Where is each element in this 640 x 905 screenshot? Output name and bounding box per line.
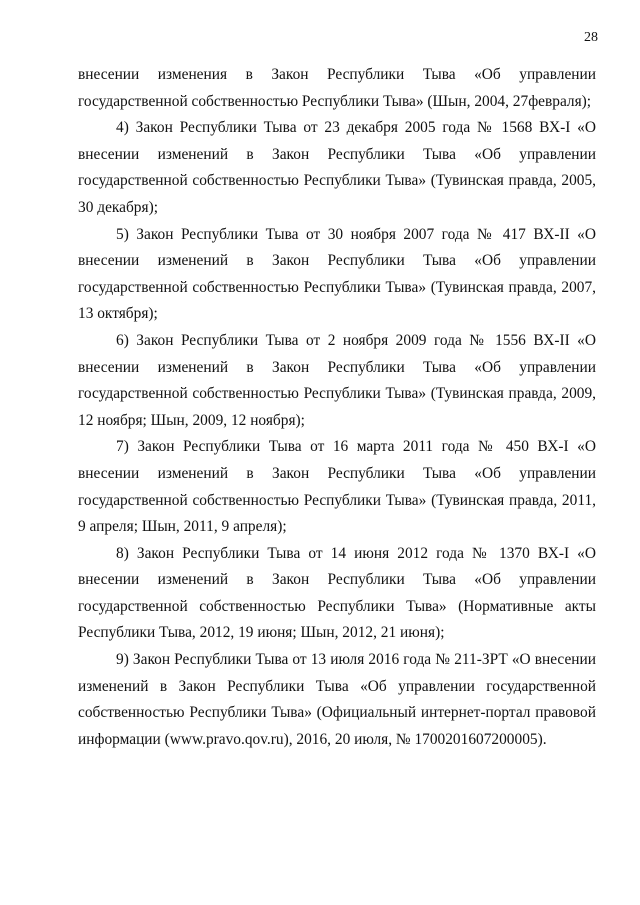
document-body xyxy=(78,62,596,753)
list-item-6: 6) Закон Республики Тыва от 2 ноября 2009 года № 1556 ВХ-II «О внесении изменений в Закон Республики Тыва «Об управлении государственной собственностью Республики Тыва» (Тувинская правда, 2009, 12 ноября; Шын, 2009, 12 ноября); xyxy=(78,331,596,429)
list-item-4: 4) Закон Республики Тыва от 23 декабря 2005 года № 1568 ВХ-I «О внесении изменений в Закон Республики Тыва «Об управлении государственной собственностью Республики Тыва» (Тувинская правда, 2005, 30 декабря); xyxy=(78,119,596,216)
paragraph-continuation: внесении изменения в Закон Республики Тыва «Об управлении государственной собственностью Республики Тыва» (Шын, 2004, 27февраля); xyxy=(78,66,596,110)
list-item-8: 8) Закон Республики Тыва от 14 июня 2012 года № 1370 ВХ-I «О внесении изменений в Закон Республики Тыва «Об управлении государственной собственностью Республики Тыва» (Нормативные акты Республики Тыва, 2012, 19 июня; Шын, 2012, 21 июня); xyxy=(78,544,596,642)
list-item-9: 9) Закон Республики Тыва от 13 июля 2016 года № 211-ЗРТ «О внесении изменений в Закон Республики Тыва «Об управлении государственной собственностью Республики Тыва» (Официальный интернет-портал правовой информации (www.pravo.qov.ru), 2016, 20 июля, № 1700201607200005). xyxy=(78,651,596,748)
list-item-7: 7) Закон Республики Тыва от 16 марта 2011 года № 450 ВХ-I «О внесении изменений в Закон Республики Тыва «Об управлении государственной собственностью Республики Тыва» (Тувинская правда, 2011, 9 апреля; Шын, 2011, 9 апреля); xyxy=(78,438,596,536)
page-number: 28 xyxy=(584,30,598,45)
list-item-5: 5) Закон Республики Тыва от 30 ноября 2007 года № 417 ВХ-II «О внесении изменений в Закон Республики Тыва «Об управлении государственной собственностью Республики Тыва» (Тувинская правда, 2007, 13 октября); xyxy=(78,225,596,323)
